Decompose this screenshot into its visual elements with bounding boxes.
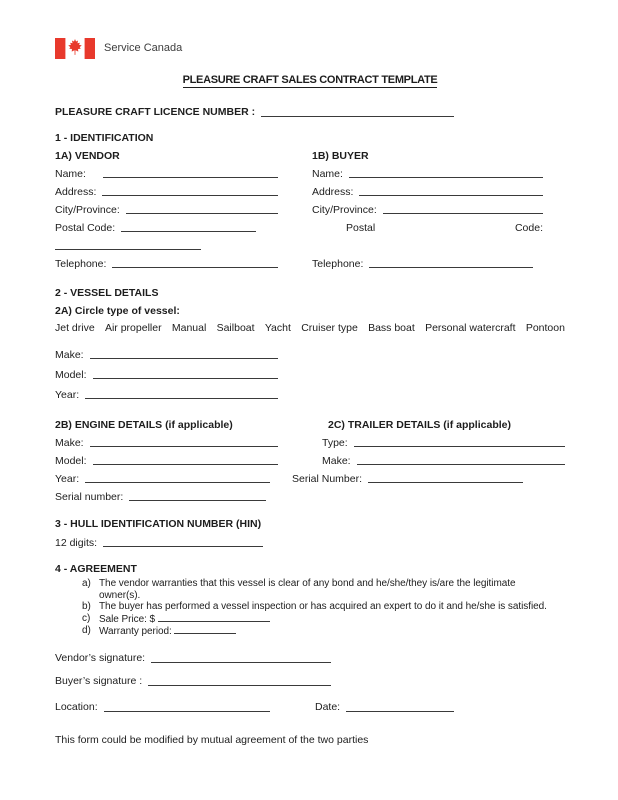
canada-flag-icon <box>55 38 95 59</box>
trailer-type-line[interactable] <box>354 435 565 447</box>
vendor-heading: 1A) VENDOR <box>55 150 120 162</box>
page-title: PLEASURE CRAFT SALES CONTRACT TEMPLATE <box>182 74 438 86</box>
vendor-name-label: Name: <box>55 168 86 180</box>
vendor-signature-label: Vendor’s signature: <box>55 651 146 664</box>
buyer-heading: 1B) BUYER <box>312 150 369 162</box>
warranty-period-label: Warranty period: <box>99 626 172 638</box>
buyer-telephone-line[interactable] <box>369 256 533 268</box>
vessel-type-personal-watercraft[interactable]: Personal watercraft <box>425 322 516 334</box>
section-1-heading: 1 - IDENTIFICATION <box>55 132 154 144</box>
vessel-type-air-propeller[interactable]: Air propeller <box>104 322 162 334</box>
agreement-item-b-marker: b) <box>82 601 91 613</box>
engine-year-line[interactable] <box>85 471 270 483</box>
document-title-row <box>55 74 565 86</box>
vendor-city-label: City/Province: <box>55 204 120 216</box>
vessel-year-line[interactable] <box>85 387 278 399</box>
date-line[interactable] <box>346 700 454 712</box>
buyer-telephone-label: Telephone: <box>312 258 364 270</box>
buyer-city-label: City/Province: <box>312 204 377 216</box>
identification-columns <box>55 144 565 270</box>
sale-price-line[interactable] <box>158 613 270 622</box>
vessel-make-line[interactable] <box>90 347 278 359</box>
section-3-heading: 3 - HULL IDENTIFICATION NUMBER (HIN) <box>55 518 262 530</box>
trailer-make-label: Make: <box>322 455 351 467</box>
agreement-item-c-marker: c) <box>82 612 91 624</box>
trailer-serial-label: Serial Number: <box>292 473 363 485</box>
agreement-item-a <box>82 578 565 601</box>
buyer-postal-word: Postal <box>346 222 376 234</box>
sale-price-label: Sale Price: $ <box>99 613 156 625</box>
vendor-address-line[interactable] <box>102 184 278 196</box>
engine-trailer-columns <box>55 413 565 503</box>
agreement-list <box>82 578 565 638</box>
engine-model-label: Model: <box>55 455 87 467</box>
vendor-postal-continuation-line[interactable] <box>55 238 201 250</box>
engine-serial-line[interactable] <box>129 489 266 501</box>
vendor-telephone-label: Telephone: <box>55 258 107 270</box>
engine-serial-label: Serial number: <box>55 491 124 503</box>
vessel-type-jet-drive[interactable]: Jet drive <box>55 322 95 334</box>
agreement-item-a-text-line1: The vendor warranties that this vessel is clear of any bond and he/she/they is/are the legitimate <box>99 578 516 589</box>
vessel-model-line[interactable] <box>93 367 278 379</box>
vendor-column <box>55 144 278 270</box>
engine-year-label: Year: <box>55 473 80 485</box>
vessel-make-model-year <box>55 348 278 401</box>
vessel-type-cruiser-type[interactable]: Cruiser type <box>301 322 358 334</box>
engine-column <box>55 413 278 503</box>
vessel-type-options <box>55 322 565 334</box>
service-canada-label: Service Canada <box>104 42 183 54</box>
licence-number-line[interactable] <box>261 105 454 117</box>
agreement-item-d-marker: d) <box>82 625 91 637</box>
hin-digits-line[interactable] <box>103 535 263 547</box>
buyer-city-line[interactable] <box>383 202 543 214</box>
agreement-item-b-text: The buyer has performed a vessel inspection or has acquired an expert to do it and he/she is satisfied. <box>99 601 547 613</box>
buyer-address-label: Address: <box>312 186 354 198</box>
section-2-heading: 2 - VESSEL DETAILS <box>55 287 159 299</box>
vendor-city-line[interactable] <box>126 202 278 214</box>
section-4-heading: 4 - AGREEMENT <box>55 563 137 575</box>
engine-make-line[interactable] <box>90 435 278 447</box>
trailer-type-label: Type: <box>322 437 348 449</box>
vendor-signature-line[interactable] <box>151 651 331 663</box>
engine-heading: 2B) ENGINE DETAILS (if applicable) <box>55 419 233 431</box>
buyer-column <box>312 144 565 270</box>
buyer-name-line[interactable] <box>349 166 543 178</box>
vessel-type-bass-boat[interactable]: Bass boat <box>368 322 415 334</box>
vendor-address-label: Address: <box>55 186 97 198</box>
agreement-item-d <box>82 625 565 638</box>
buyer-address-line[interactable] <box>359 184 543 196</box>
location-label: Location: <box>55 700 98 713</box>
vessel-year-label: Year: <box>55 389 80 401</box>
vessel-type-yacht[interactable]: Yacht <box>264 322 291 334</box>
agreement-item-c <box>82 613 565 626</box>
service-canada-logo <box>55 37 565 59</box>
buyer-signature-line[interactable] <box>148 674 331 686</box>
vessel-model-label: Model: <box>55 369 87 381</box>
vessel-type-pontoon[interactable]: Pontoon <box>525 322 565 334</box>
engine-make-label: Make: <box>55 437 84 449</box>
trailer-heading: 2C) TRAILER DETAILS (if applicable) <box>328 419 511 431</box>
buyer-name-label: Name: <box>312 168 343 180</box>
agreement-item-b <box>82 601 565 613</box>
vendor-name-line[interactable] <box>103 166 278 178</box>
vendor-postal-line[interactable] <box>121 220 256 232</box>
vessel-type-sailboat[interactable]: Sailboat <box>216 322 255 334</box>
date-label: Date: <box>315 700 341 713</box>
agreement-item-a-text-line2: owner(s). <box>99 589 141 601</box>
location-line[interactable] <box>104 700 270 712</box>
licence-number-label: PLEASURE CRAFT LICENCE NUMBER : <box>55 106 256 118</box>
vendor-postal-label: Postal Code: <box>55 222 116 234</box>
trailer-serial-line[interactable] <box>368 471 523 483</box>
warranty-period-line[interactable] <box>174 625 236 634</box>
vessel-type-manual[interactable]: Manual <box>171 322 207 334</box>
vessel-make-label: Make: <box>55 349 84 361</box>
footer-note: This form could be modified by mutual agreement of the two parties <box>55 733 369 746</box>
buyer-signature-label: Buyer’s signature : <box>55 674 143 687</box>
engine-model-line[interactable] <box>93 453 278 465</box>
vendor-telephone-line[interactable] <box>112 256 278 268</box>
circle-type-label: 2A) Circle type of vessel: <box>55 305 180 317</box>
trailer-make-line[interactable] <box>357 453 565 465</box>
trailer-column <box>292 413 565 503</box>
buyer-code-word: Code: <box>514 222 543 234</box>
agreement-item-a-marker: a) <box>82 578 91 589</box>
hin-digits-label: 12 digits: <box>55 537 98 549</box>
